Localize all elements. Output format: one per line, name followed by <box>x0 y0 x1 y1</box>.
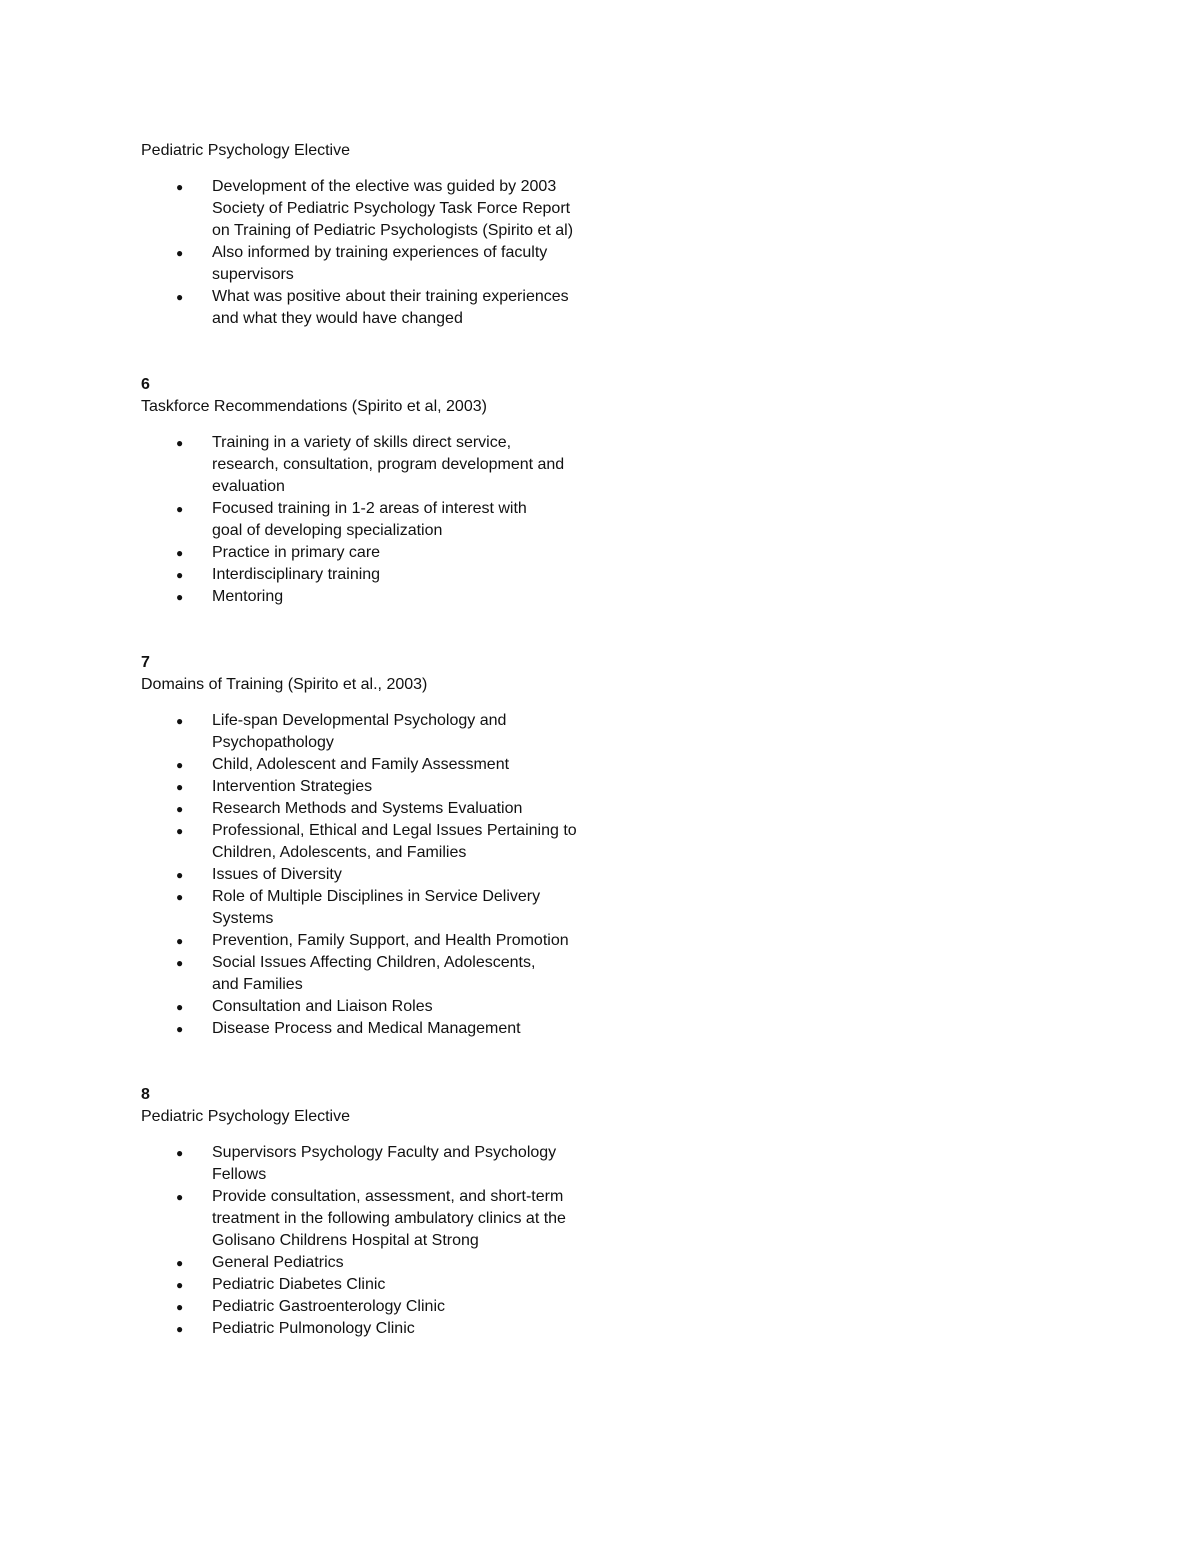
section-title: Pediatric Psychology Elective <box>141 142 350 159</box>
section-title: Pediatric Psychology Elective <box>141 1108 350 1125</box>
bullet-list <box>141 432 641 608</box>
list-item <box>141 1186 587 1252</box>
section-number: 7 <box>141 654 150 671</box>
bullet-icon: ● <box>176 934 184 948</box>
list-item-text: Mentoring <box>212 588 284 605</box>
section-number: 8 <box>141 1086 150 1103</box>
list-item-text: Pediatric Pulmonology Clinic <box>212 1320 415 1337</box>
list-item-text: Development of the elective was guided by 2003 Society of Pediatric Psychology Task Force Report on Training of Pediatric Psychologists (Spirito et al) <box>212 178 574 239</box>
section-number: 6 <box>141 376 150 393</box>
list-item-text: What was positive about their training experiences and what they would have changed <box>212 288 569 327</box>
list-item-text: Role of Multiple Disciplines in Service Delivery Systems <box>212 888 541 927</box>
bullet-icon: ● <box>176 1300 184 1314</box>
list-item <box>141 776 592 798</box>
list-item <box>141 242 572 286</box>
bullet-list <box>141 1142 641 1340</box>
list-item <box>141 820 582 864</box>
list-item-text: Practice in primary care <box>212 544 381 561</box>
bullet-icon: ● <box>176 290 184 304</box>
bullet-icon: ● <box>176 1022 184 1036</box>
list-item <box>141 542 592 564</box>
section-title: Domains of Training (Spirito et al., 2003) <box>141 676 428 693</box>
list-item <box>141 798 592 820</box>
list-item <box>141 864 592 886</box>
list-item <box>141 586 592 608</box>
bullet-icon: ● <box>176 802 184 816</box>
bullet-icon: ● <box>176 1322 184 1336</box>
list-item <box>141 886 562 930</box>
list-item <box>141 1018 592 1040</box>
list-item <box>141 996 592 1018</box>
list-item-text: Supervisors Psychology Faculty and Psychology Fellows <box>212 1144 557 1183</box>
bullet-icon: ● <box>176 180 184 194</box>
list-item-text: Prevention, Family Support, and Health Promotion <box>212 932 569 949</box>
list-item-text: Also informed by training experiences of faculty supervisors <box>212 244 548 283</box>
list-item-text: Focused training in 1-2 areas of interest with goal of developing specialization <box>212 500 527 539</box>
list-item-text: Professional, Ethical and Legal Issues Pertaining to Children, Adolescents, and Families <box>212 822 577 861</box>
list-item-text: Child, Adolescent and Family Assessment <box>212 756 510 773</box>
list-item <box>141 1296 592 1318</box>
document-page <box>141 140 641 1340</box>
section-pediatric-psychology-elective-clinics <box>141 1084 641 1340</box>
bullet-icon: ● <box>176 436 184 450</box>
bullet-icon: ● <box>176 568 184 582</box>
list-item-text: Issues of Diversity <box>212 866 342 883</box>
bullet-icon: ● <box>176 1190 184 1204</box>
list-item-text: Pediatric Gastroenterology Clinic <box>212 1298 445 1315</box>
bullet-list <box>141 176 641 330</box>
bullet-icon: ● <box>176 824 184 838</box>
section-pediatric-psychology-elective-intro <box>141 140 641 330</box>
list-item <box>141 930 602 952</box>
list-item-text: Provide consultation, assessment, and short-term treatment in the following ambulatory clinics at the Golisano Childrens Hospital at Strong <box>212 1188 566 1249</box>
list-item <box>141 1142 582 1186</box>
list-item-text: Research Methods and Systems Evaluation <box>212 800 523 817</box>
bullet-icon: ● <box>176 1000 184 1014</box>
list-item-text: Intervention Strategies <box>212 778 373 795</box>
section-title: Taskforce Recommendations (Spirito et al, 2003) <box>141 398 487 415</box>
bullet-icon: ● <box>176 956 184 970</box>
list-item <box>141 1274 592 1296</box>
list-item <box>141 1252 592 1274</box>
bullet-icon: ● <box>176 714 184 728</box>
bullet-icon: ● <box>176 868 184 882</box>
bullet-icon: ● <box>176 1256 184 1270</box>
list-item-text: Consultation and Liaison Roles <box>212 998 433 1015</box>
section-domains-of-training <box>141 652 641 1040</box>
list-item-text: General Pediatrics <box>212 1254 344 1271</box>
list-item-text: Pediatric Diabetes Clinic <box>212 1276 386 1293</box>
list-item-text: Life-span Developmental Psychology and Psychopathology <box>212 712 507 751</box>
list-item <box>141 432 582 498</box>
list-item-text: Training in a variety of skills direct service, research, consultation, program development and evaluation <box>212 434 565 495</box>
bullet-icon: ● <box>176 890 184 904</box>
section-taskforce-recommendations <box>141 374 641 608</box>
bullet-icon: ● <box>176 758 184 772</box>
list-item-text: Social Issues Affecting Children, Adolescents, and Families <box>212 954 536 993</box>
list-item <box>141 710 532 754</box>
list-item <box>141 564 592 586</box>
list-item <box>141 498 552 542</box>
list-item <box>141 754 592 776</box>
bullet-icon: ● <box>176 1278 184 1292</box>
bullet-icon: ● <box>176 246 184 260</box>
list-item <box>141 952 562 996</box>
bullet-icon: ● <box>176 1146 184 1160</box>
list-item <box>141 286 572 330</box>
bullet-icon: ● <box>176 590 184 604</box>
bullet-list <box>141 710 641 1040</box>
bullet-icon: ● <box>176 546 184 560</box>
list-item <box>141 1318 592 1340</box>
list-item <box>141 176 592 242</box>
bullet-icon: ● <box>176 502 184 516</box>
list-item-text: Interdisciplinary training <box>212 566 381 583</box>
bullet-icon: ● <box>176 780 184 794</box>
list-item-text: Disease Process and Medical Management <box>212 1020 521 1037</box>
